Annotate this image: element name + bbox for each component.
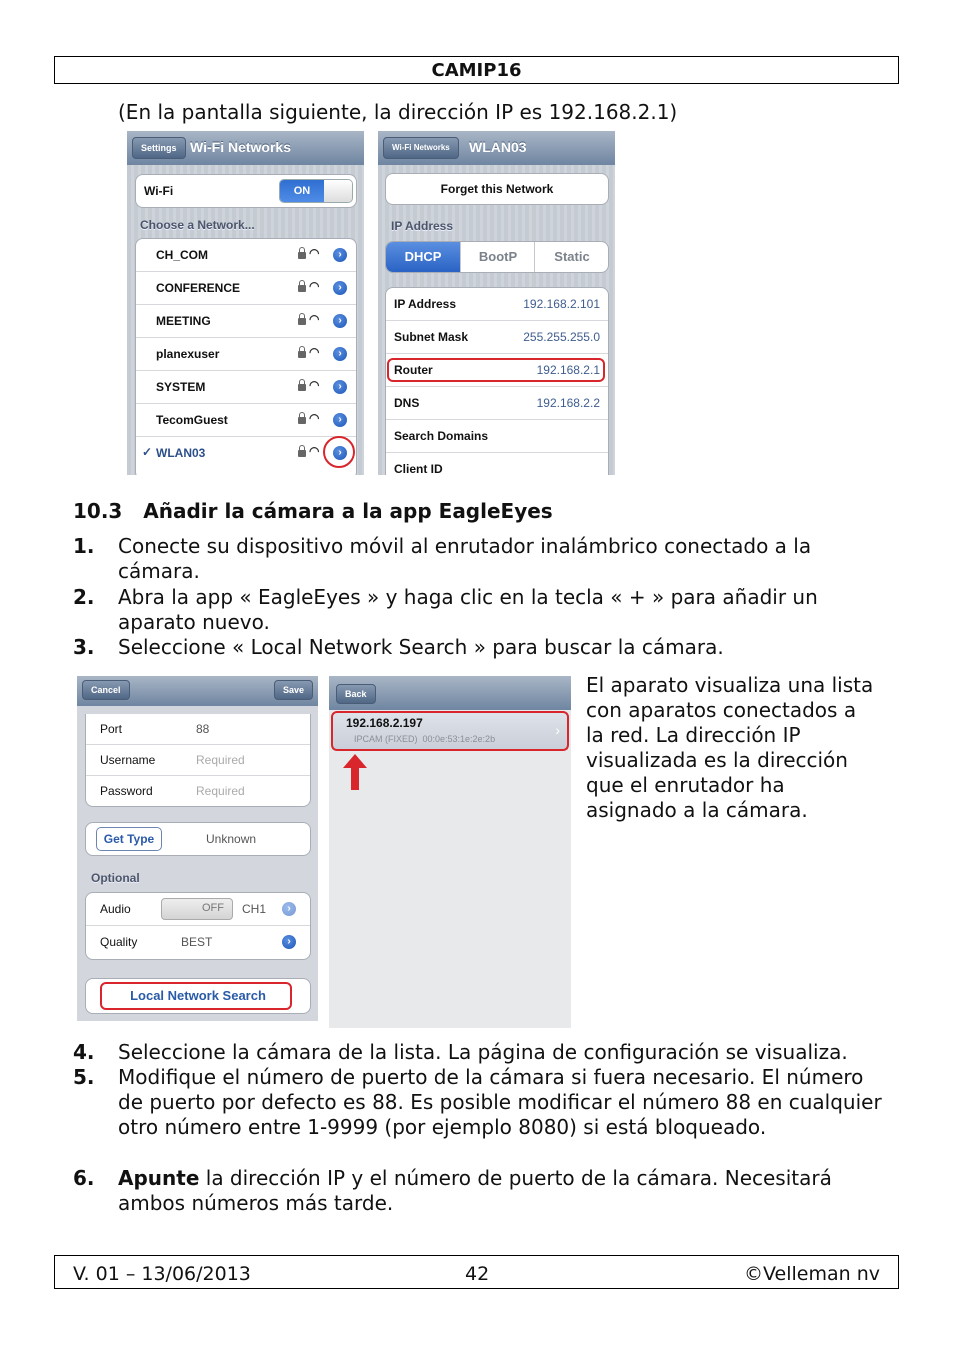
eagleeyes-add-device-screenshot bbox=[77, 676, 318, 1021]
port-row[interactable] bbox=[86, 714, 310, 745]
highlight-circle bbox=[323, 436, 355, 468]
intro-text: (En la pantalla siguiente, la dirección IP es 192.168.2.1) bbox=[118, 100, 678, 124]
detail-row bbox=[386, 387, 608, 420]
segment-bootp[interactable]: BootP bbox=[460, 242, 535, 272]
port-value: 88 bbox=[196, 722, 210, 736]
wifi-networks-back-button[interactable]: Wi-Fi Networks bbox=[383, 137, 459, 159]
detail-disclosure-icon[interactable]: › bbox=[333, 380, 347, 394]
wifi-toggle-group bbox=[135, 174, 357, 208]
network-name: WLAN03 bbox=[156, 446, 206, 460]
lock-icon bbox=[298, 285, 306, 292]
wifi-signal-icon: ◠ bbox=[309, 279, 320, 293]
lock-icon bbox=[298, 318, 306, 325]
row-label: Router bbox=[394, 363, 433, 377]
router-highlight-box bbox=[387, 358, 605, 382]
step-text: Conecte su dispositivo móvil al enrutador inalámbrico conectado a la cámara. bbox=[118, 534, 812, 583]
section-number: 10.3 bbox=[73, 499, 123, 523]
wifi-networks-screenshot bbox=[127, 131, 364, 475]
back-button[interactable]: Back bbox=[336, 684, 376, 704]
result-subtitle: IPCAM (FIXED) 00:0e:53:1e:2e:2b bbox=[354, 734, 496, 744]
optional-group bbox=[85, 892, 311, 960]
quality-value: BEST bbox=[181, 935, 213, 949]
row-value: 192.168.2.2 bbox=[536, 396, 600, 410]
result-ip: 192.168.2.197 bbox=[346, 716, 423, 730]
network-name: SYSTEM bbox=[156, 380, 206, 394]
detail-disclosure-icon[interactable]: › bbox=[282, 902, 296, 916]
network-list bbox=[135, 238, 357, 475]
page-header bbox=[54, 56, 899, 84]
row-label: Client ID bbox=[394, 462, 443, 475]
search-highlight-box bbox=[100, 982, 292, 1010]
network-name: MEETING bbox=[156, 314, 211, 328]
step-text-6 bbox=[118, 1166, 888, 1216]
section-title: Añadir la cámara a la app EagleEyes bbox=[143, 499, 553, 523]
audio-toggle[interactable] bbox=[161, 898, 233, 920]
forget-network-button[interactable] bbox=[385, 173, 609, 205]
segment-static[interactable]: Static bbox=[534, 242, 609, 272]
doc-title: CAMIP16 bbox=[431, 60, 522, 81]
get-type-group bbox=[85, 822, 311, 856]
wlan03-detail-screenshot bbox=[378, 131, 615, 475]
lock-icon bbox=[298, 450, 306, 457]
lock-icon bbox=[298, 252, 306, 259]
choose-network-label: Choose a Network... bbox=[140, 218, 255, 232]
network-row[interactable] bbox=[136, 272, 356, 305]
result-highlight-box bbox=[331, 711, 569, 751]
wifi-signal-icon: ◠ bbox=[309, 246, 320, 260]
step-bold-word: Apunte bbox=[118, 1166, 200, 1190]
get-type-button[interactable]: Get Type bbox=[96, 827, 162, 851]
password-label: Password bbox=[100, 784, 153, 798]
detail-disclosure-icon[interactable]: › bbox=[333, 248, 347, 262]
step-number: 3. bbox=[73, 635, 95, 659]
detail-row bbox=[386, 453, 608, 475]
local-network-search-button[interactable]: Local Network Search bbox=[130, 988, 266, 1003]
wifi-signal-icon: ◠ bbox=[309, 378, 320, 392]
wifi-toggle[interactable] bbox=[279, 179, 353, 203]
username-placeholder: Required bbox=[196, 753, 245, 767]
network-row[interactable] bbox=[136, 404, 356, 437]
save-button[interactable]: Save bbox=[274, 680, 313, 700]
detail-disclosure-icon[interactable]: › bbox=[333, 281, 347, 295]
wifi-signal-icon: ◠ bbox=[309, 345, 320, 359]
step-text: Abra la app « EagleEyes » y haga clic en la tecla « + » para añadir un aparato nuevo. bbox=[118, 585, 818, 634]
audio-row bbox=[86, 893, 310, 926]
chevron-right-icon: › bbox=[555, 722, 560, 738]
audio-label: Audio bbox=[100, 902, 131, 916]
detail-disclosure-icon[interactable]: › bbox=[333, 413, 347, 427]
step-number: 1. bbox=[73, 534, 95, 558]
checkmark-icon: ✓ bbox=[142, 445, 153, 459]
forget-label: Forget this Network bbox=[440, 182, 554, 196]
network-row[interactable] bbox=[136, 239, 356, 272]
audio-toggle-label: OFF bbox=[202, 902, 224, 914]
optional-label: Optional bbox=[91, 871, 140, 885]
search-results-screenshot bbox=[329, 676, 571, 1028]
detail-disclosure-icon[interactable]: › bbox=[333, 446, 347, 460]
step-number: 2. bbox=[73, 585, 95, 609]
row-value: 255.255.255.0 bbox=[523, 330, 600, 344]
wifi-signal-icon: ◠ bbox=[309, 312, 320, 326]
detail-disclosure-icon[interactable]: › bbox=[333, 314, 347, 328]
red-up-arrow-icon bbox=[343, 754, 367, 790]
credentials-group bbox=[85, 714, 311, 807]
password-placeholder: Required bbox=[196, 784, 245, 798]
navbar bbox=[329, 676, 571, 710]
password-row[interactable] bbox=[86, 776, 310, 806]
network-row[interactable] bbox=[136, 338, 356, 371]
step-text: Seleccione « Local Network Search » para buscar la cámara. bbox=[118, 635, 724, 659]
cancel-button[interactable]: Cancel bbox=[82, 680, 130, 700]
detail-row bbox=[386, 288, 608, 321]
step-text: la dirección IP y el número de puerto de la cámara. Necesitará ambos números más tarde. bbox=[118, 1166, 832, 1215]
network-row[interactable] bbox=[136, 305, 356, 338]
toggle-knob bbox=[324, 180, 352, 202]
row-label: Subnet Mask bbox=[394, 330, 469, 344]
network-name: CONFERENCE bbox=[156, 281, 241, 295]
wifi-signal-icon: ◠ bbox=[309, 411, 320, 425]
wifi-signal-icon: ◠ bbox=[309, 444, 320, 458]
navbar bbox=[77, 676, 318, 706]
detail-row bbox=[386, 420, 608, 453]
screen-title: Wi-Fi Networks bbox=[190, 139, 291, 155]
screen-title: WLAN03 bbox=[469, 139, 527, 155]
port-label: Port bbox=[100, 722, 123, 736]
step-number: 6. bbox=[73, 1166, 95, 1190]
username-row[interactable] bbox=[86, 745, 310, 776]
step-number: 5. bbox=[73, 1065, 95, 1089]
quality-row[interactable] bbox=[86, 926, 310, 958]
network-name: planexuser bbox=[156, 347, 220, 361]
get-type-value: Unknown bbox=[206, 832, 257, 846]
network-name: TecomGuest bbox=[156, 413, 228, 427]
lock-icon bbox=[298, 417, 306, 424]
detail-disclosure-icon[interactable]: › bbox=[333, 347, 347, 361]
row-label: IP Address bbox=[394, 297, 457, 311]
toggle-on-label: ON bbox=[280, 180, 324, 202]
quality-label: Quality bbox=[100, 935, 138, 949]
step-number: 4. bbox=[73, 1040, 95, 1064]
settings-back-button[interactable]: Settings bbox=[132, 137, 186, 159]
row-value: 192.168.2.101 bbox=[523, 297, 600, 311]
footer-copyright: ©Velleman nv bbox=[744, 1263, 880, 1285]
footer-version: V. 01 – 13/06/2013 bbox=[73, 1263, 251, 1285]
navbar bbox=[378, 131, 615, 165]
wifi-row bbox=[136, 175, 356, 207]
ip-mode-segmented-control bbox=[385, 241, 609, 273]
username-label: Username bbox=[100, 753, 156, 767]
lock-icon bbox=[298, 384, 306, 391]
detail-row bbox=[386, 321, 608, 354]
row-label: Search Domains bbox=[394, 429, 489, 443]
wifi-label: Wi-Fi bbox=[144, 184, 174, 198]
row-value: 192.168.2.1 bbox=[536, 363, 600, 377]
network-row[interactable] bbox=[136, 371, 356, 404]
network-name: CH_COM bbox=[156, 248, 209, 262]
section-heading bbox=[73, 499, 553, 523]
step-text: Modifique el número de puerto de la cámara si fuera necesario. El número de puerto por defecto es 88. Es posible modificar el número 88 en cualquier otro número entre 1-9999 (por ejemplo 8080) si está bloqueado. bbox=[118, 1065, 882, 1139]
audio-channel: CH1 bbox=[242, 902, 267, 916]
detail-disclosure-icon[interactable]: › bbox=[282, 935, 296, 949]
ip-address-section-label: IP Address bbox=[391, 219, 454, 233]
segment-dhcp[interactable]: DHCP bbox=[386, 242, 460, 272]
navbar bbox=[127, 131, 364, 165]
page-footer bbox=[54, 1255, 899, 1289]
step-text: Seleccione la cámara de la lista. La página de configuración se visualiza. bbox=[118, 1040, 848, 1064]
row-label: DNS bbox=[394, 396, 420, 410]
lock-icon bbox=[298, 351, 306, 358]
side-note: El aparato visualiza una lista con aparatos conectados a la red. La dirección IP visualizada es la dirección que el enrutador ha asignado a la cámara. bbox=[586, 673, 874, 822]
footer-page-number: 42 bbox=[465, 1263, 490, 1285]
